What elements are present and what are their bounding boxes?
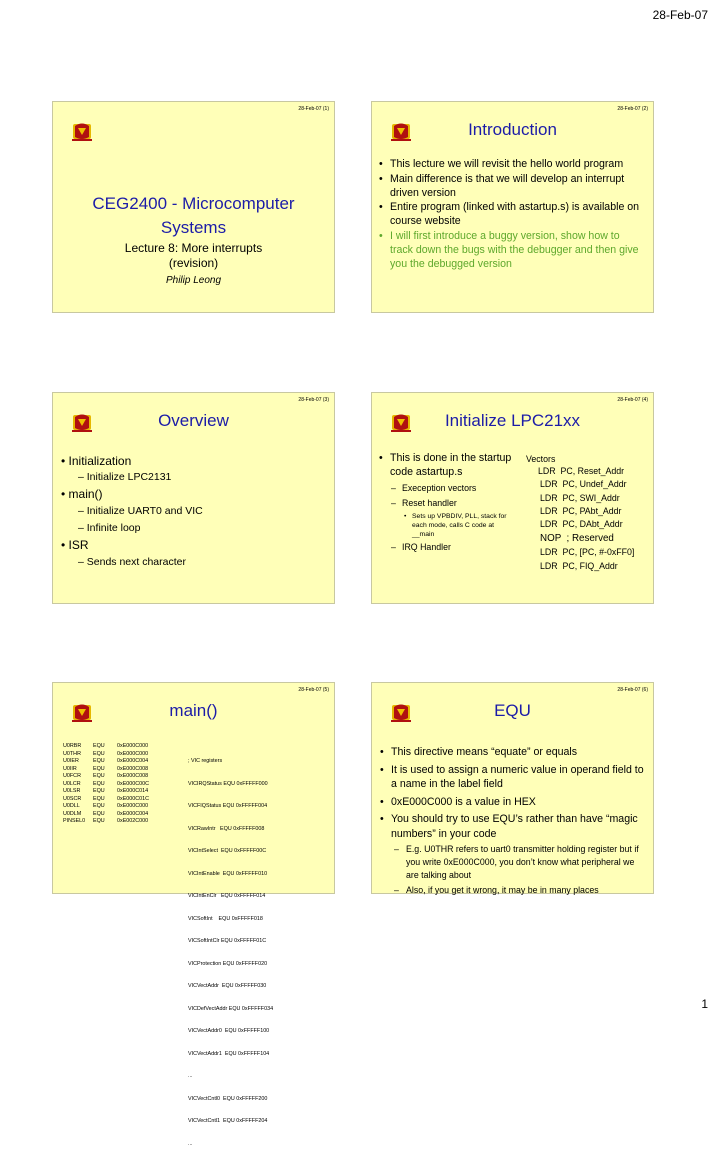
address: 0xE000C008 <box>117 773 149 779</box>
list-item: – Exeception vectors <box>391 483 477 493</box>
page-header-date: 28-Feb-07 <box>652 8 708 22</box>
code-line: VICIntSelect EQU 0xFFFFF00C <box>188 848 267 854</box>
code-line: ; VIC registers <box>188 758 223 764</box>
code-line: VICRawIntr EQU 0xFFFFF008 <box>188 825 265 832</box>
list-item: – Reset handler <box>391 498 457 508</box>
list-item: • Main difference is that we will develop an interrupt driven version <box>377 173 641 201</box>
code-line: VICVectAddr0 EQU 0xFFFFF100 <box>188 1028 270 1034</box>
directive: EQU <box>93 803 105 809</box>
item-text: Also, if you get it wrong, it may be in many places <box>406 885 599 895</box>
uart-register-equates <box>63 743 149 826</box>
directive: EQU <box>93 818 105 824</box>
item-text: 0xE000C000 is a value in HEX <box>391 795 536 808</box>
item-text: This is done in the startup code astartup.s <box>390 452 512 478</box>
list-item: – Initialize LPC2131 <box>78 471 172 483</box>
list-item: • This directive means “equate” or equals <box>380 746 578 758</box>
code-line: VICVectAddr EQU 0xFFFFF030 <box>188 983 267 989</box>
symbol: U0IIR <box>63 765 77 772</box>
table-row <box>63 818 149 826</box>
symbol: U0DLL <box>63 803 80 809</box>
list-item: – E.g. U0THR refers to uart0 transmitter holding register but if you write 0xE000C000, you don’t know what peripheral we are talking about <box>394 844 639 880</box>
slide-title: Initialize LPC21xx <box>444 411 581 430</box>
course-title-line-2: Systems <box>160 218 227 237</box>
code-line: ... <box>188 1073 193 1079</box>
directive: EQU <box>93 765 105 772</box>
slide-stamp: 28-Feb-07 (2) <box>617 106 648 112</box>
list-item: • Sets up VPBDIV, PLL, stack for each mode, calls C code at __main <box>404 513 507 538</box>
address: 0xE000C004 <box>117 758 149 764</box>
item-text: Initialize LPC2131 <box>86 471 172 483</box>
slide-5 <box>52 682 335 1147</box>
item-text: main() <box>68 487 103 501</box>
symbol: U0RBR <box>63 743 82 749</box>
address: 0xE000C000 <box>117 750 149 757</box>
directive: EQU <box>93 758 105 764</box>
list-item: • It is used to assign a numeric value in operand field to a name in the label field <box>380 763 644 790</box>
code-line: VICProtection EQU 0xFFFFF020 <box>188 960 268 967</box>
code-line: VICVectAddr1 EQU 0xFFFFF104 <box>188 1050 270 1057</box>
author-name: Philip Leong <box>165 275 222 286</box>
directive: EQU <box>93 810 105 817</box>
list-item: – Initialize UART0 and VIC <box>78 505 203 517</box>
slide-title: Overview <box>158 411 229 430</box>
table-row <box>63 751 149 759</box>
table-row <box>63 758 149 766</box>
item-text: Sets up VPBDIV, PLL, stack for each mode, calls C code at __main <box>412 513 507 538</box>
address: 0xE000C00C <box>117 780 150 787</box>
code-line: VICDefVectAddr EQU 0xFFFFF034 <box>188 1005 274 1012</box>
slide-stamp: 28-Feb-07 (3) <box>298 397 329 403</box>
outline-list <box>61 453 326 571</box>
item-text: Exeception vectors <box>402 483 477 493</box>
item-text: It is used to assign a numeric value in operand field to a name in the label field <box>391 763 644 790</box>
vector-line: LDR PC, Undef_Addr <box>540 479 627 490</box>
address: 0xE000C004 <box>117 810 149 817</box>
symbol: U0LSR <box>63 788 81 794</box>
address: 0xE002C000 <box>117 818 149 824</box>
vector-line: LDR PC, [PC, #-0xFF0] <box>540 547 635 558</box>
list-item: • 0xE000C000 is a value in HEX <box>380 795 536 808</box>
list-item: – Infinite loop <box>78 522 141 534</box>
vector-line: LDR PC, DAbt_Addr <box>540 519 623 530</box>
table-row <box>63 788 149 796</box>
slide-stamp: 28-Feb-07 (1) <box>298 106 329 112</box>
item-text: Initialize UART0 and VIC <box>86 505 203 517</box>
list-item: • I will first introduce a buggy version, show how to track down the bugs with the debugger and then give you the debugged version <box>377 230 641 271</box>
vector-table <box>524 454 652 573</box>
symbol: U0DLM <box>63 810 82 817</box>
table-row <box>63 796 149 804</box>
code-line: ... <box>188 1140 193 1147</box>
list-item: • This is done in the startup code astartup.s <box>379 452 512 478</box>
slide-title: main() <box>169 701 218 720</box>
item-text: E.g. U0THR refers to uart0 transmitter holding register but if you write 0xE000C000, you don’t know what peripheral we are talking about <box>406 844 639 880</box>
symbol: U0FCR <box>63 773 81 779</box>
slide-title: EQU <box>494 701 531 720</box>
symbol: U0SCR <box>63 795 82 802</box>
course-title-line-1: CEG2400 - Microcomputer <box>92 194 295 213</box>
code-line: VICIntEnable EQU 0xFFFFF010 <box>188 870 268 877</box>
code-line: VICFIQStatus EQU 0xFFFFF004 <box>188 803 268 809</box>
item-text: Infinite loop <box>86 522 141 534</box>
symbol: PINSEL0 <box>63 818 86 824</box>
table-row <box>63 743 149 751</box>
directive: EQU <box>93 788 105 794</box>
directive: EQU <box>93 773 105 779</box>
slide-stamp: 28-Feb-07 (6) <box>617 687 648 693</box>
code-line: VICSoftInt EQU 0xFFFFF018 <box>188 915 263 922</box>
item-text: Reset handler <box>402 498 457 508</box>
vic-register-equates <box>188 743 273 1163</box>
startup-description <box>378 451 513 554</box>
directive: EQU <box>93 743 105 749</box>
lecture-title <box>53 241 334 271</box>
vector-line: LDR PC, SWI_Addr <box>540 492 620 503</box>
table-row <box>63 773 149 781</box>
list-item: • main() <box>61 487 103 501</box>
slide-2 <box>371 101 654 313</box>
code-line: VICIntEnClr EQU 0xFFFFF014 <box>188 893 266 899</box>
code-line: VICSoftIntClr EQU 0xFFFFF01C <box>188 938 267 944</box>
item-text: Initialization <box>68 454 132 468</box>
symbol: U0IER <box>63 758 79 764</box>
slide-6 <box>371 682 654 894</box>
directive: EQU <box>93 795 105 802</box>
list-item: – IRQ Handler <box>391 542 451 552</box>
list-item: • ISR <box>61 538 89 552</box>
vector-line: LDR PC, Reset_Addr <box>538 466 625 476</box>
vector-line: LDR PC, PAbt_Addr <box>540 505 622 516</box>
list-item: • Initialization <box>61 454 132 468</box>
item-text: IRQ Handler <box>402 542 451 552</box>
list-item: • Entire program (linked with astartup.s) is available on course website <box>377 201 641 229</box>
slide-3 <box>52 392 335 604</box>
vectors-label: Vectors <box>526 454 556 464</box>
address: 0xE000C008 <box>117 765 149 772</box>
item-text: You should try to use EQU’s rather than have “magic numbers” in your code <box>391 813 638 840</box>
address: 0xE000C014 <box>117 788 149 794</box>
list-item: • You should try to use EQU’s rather than have “magic numbers” in your code <box>380 813 638 840</box>
bullet-list <box>377 158 641 271</box>
address: 0xE000C01C <box>117 795 150 802</box>
address: 0xE000C000 <box>117 743 149 749</box>
university-emblem-icon <box>69 118 95 144</box>
table-row <box>63 781 149 789</box>
table-row <box>63 766 149 774</box>
slide-stamp: 28-Feb-07 (5) <box>298 687 329 693</box>
table-row <box>63 811 149 819</box>
code-line: VICVectCntl0 EQU 0xFFFFF200 <box>188 1095 268 1102</box>
address: 0xE000C000 <box>117 803 149 809</box>
slide-4 <box>371 392 654 604</box>
list-item: – Sends next character <box>78 556 186 568</box>
list-item: – Also, if you get it wrong, it may be in many places <box>394 885 599 895</box>
equ-list <box>378 745 647 897</box>
item-text: Sends next character <box>86 556 186 568</box>
item-text: This directive means “equate” or equals <box>391 746 578 758</box>
item-text: ISR <box>68 538 89 552</box>
slide-stamp: 28-Feb-07 (4) <box>617 397 648 403</box>
directive: EQU <box>93 750 105 757</box>
slide-title: Introduction <box>468 120 557 139</box>
slide-1 <box>52 101 335 313</box>
symbol: U0LCR <box>63 780 81 787</box>
lecture-title-line-1: Lecture 8: More interrupts <box>124 241 263 255</box>
page-number: 1 <box>701 997 708 1011</box>
lecture-title-line-2: (revision) <box>168 256 219 270</box>
course-title <box>53 192 334 240</box>
symbol: U0THR <box>63 750 81 757</box>
vector-line: LDR PC, FIQ_Addr <box>540 560 618 571</box>
code-line: VICVectCntl1 EQU 0xFFFFF204 <box>188 1118 268 1124</box>
directive: EQU <box>93 780 105 787</box>
list-item: • This lecture we will revisit the hello world program <box>377 158 641 172</box>
table-row <box>63 803 149 811</box>
vector-line: NOP ; Reserved <box>540 533 614 545</box>
code-line: VICIRQStatus EQU 0xFFFFF000 <box>188 780 268 787</box>
